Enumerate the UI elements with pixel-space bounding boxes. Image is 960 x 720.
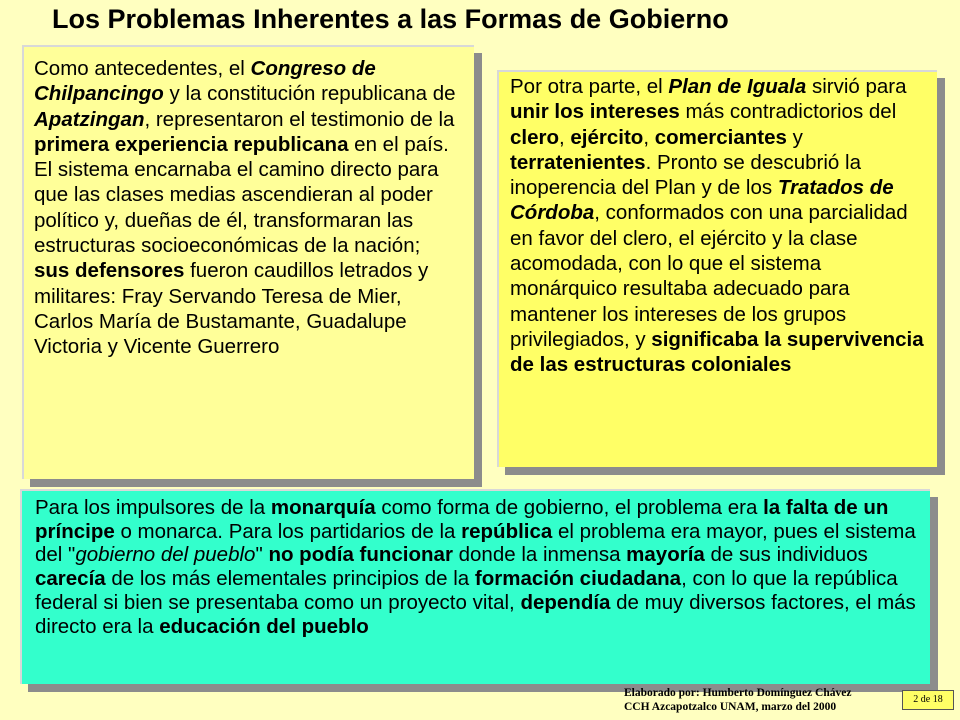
body-text: y la constitución republicana de [163,82,456,106]
body-text: de muy diversos factores, el más directo era la [35,590,916,638]
emphasis-text: comerciantes [654,125,787,149]
emphasis-text: formación ciudadana [474,567,682,591]
emphasis-text: ejército [570,125,644,149]
emphasis-text: significaba la supervivencia de las estructuras coloniales [510,327,924,377]
emphasis-text: sus defensores [34,259,185,283]
slide-title: Los Problemas Inherentes a las Formas de Gobierno [52,4,729,34]
body-text: y [786,125,803,149]
emphasis-text: república [461,519,553,543]
body-text: Como antecedentes, el [34,57,251,80]
body-text: más contradictorios del [679,100,897,124]
body-text: " [255,543,269,567]
emphasis-text: educación del pueblo [159,614,369,638]
page-indicator[interactable]: 2 de 18 [902,690,954,710]
body-text: , representaron el testimonio de la [144,107,455,131]
emphasis-text: primera experiencia republicana [34,132,349,156]
emphasis-text: carecía [35,567,106,591]
body-text: donde la inmensa [452,543,627,567]
body-text: como forma de gobierno, el problema era [375,496,764,519]
emphasis-text: la falta de un príncipe [35,496,889,543]
body-text: , [643,125,655,149]
body-text: de sus individuos [704,543,868,567]
body-text: sirvió para [806,75,907,98]
body-text: Para los impulsores de la [35,496,271,519]
left-paragraph [34,56,459,360]
body-text: el problema era mayor, pues el sistema del " [35,519,916,567]
emphasis-text: mayoría [626,543,705,567]
right-paragraph [510,74,930,378]
author-footer [624,686,890,714]
body-text: fueron caudillos letrados y militares: Fray Servando Teresa de Mier, Carlos María de Bustamante, Guadalupe Victoria y Vicente Guerrero [34,259,429,359]
body-text: en el país. El sistema encarnaba el camino directo para que las clases medias ascendieran al poder político y, dueñas de él, transformaran las estructuras socioeconómicas de la nación; [34,132,449,258]
emphasis-text: unir los intereses [510,100,680,124]
body-text: , conformados con una parcialidad en favor del clero, el ejército y la clase acomodada, con lo que el sistema monárquico resultaba adecuado para mantener los intereses de los grupos privilegiados, y [510,201,908,351]
bottom-paragraph [35,496,920,638]
emphasis-text: Plan de Iguala [668,75,807,98]
emphasis-text: Apatzingan [34,107,145,131]
emphasis-text: gobierno del pueblo [75,543,256,567]
emphasis-text: dependía [520,590,611,614]
emphasis-text: terratenientes [510,150,646,174]
emphasis-text: monarquía [270,496,376,519]
footer-author-line: Elaborado por: Humberto Domínguez Chávez [624,687,852,699]
emphasis-text: Tratados de Córdoba [510,176,894,225]
body-text: Por otra parte, el [510,75,669,98]
emphasis-text: no podía funcionar [268,543,453,567]
body-text: , [559,125,571,149]
body-text: de los más elementales principios de la [105,567,475,591]
footer-institution-line: CCH Azcapotzalco UNAM, marzo del 2000 [624,701,837,713]
body-text: . Pronto se descubrió la inoperencia del Plan y de los [510,150,861,200]
emphasis-text: clero [510,125,559,149]
emphasis-text: Congreso de Chilpancingo [34,57,376,106]
body-text: o monarca. Para los partidarios de la [114,519,462,543]
body-text: , con lo que la república federal si bien se presentaba como un proyecto vital, [35,567,898,614]
